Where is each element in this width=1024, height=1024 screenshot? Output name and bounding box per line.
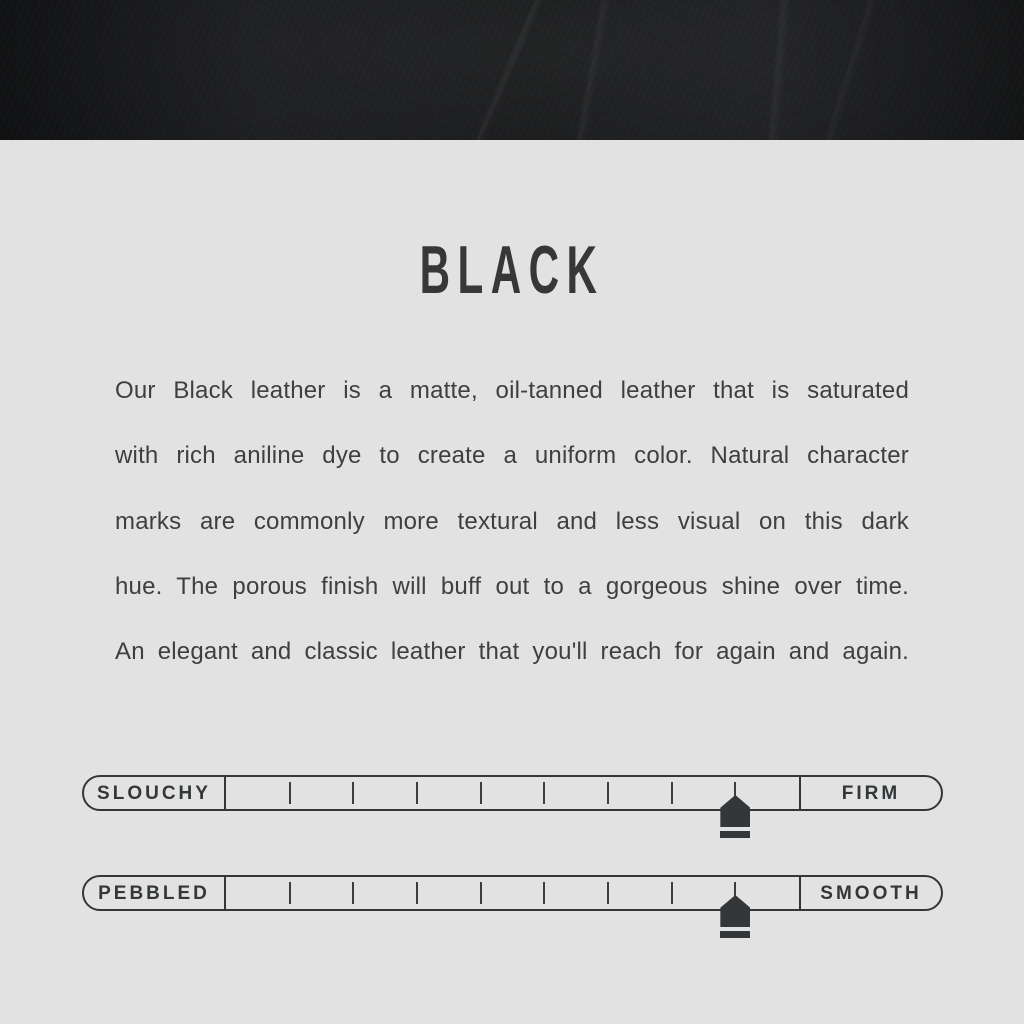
- tick-mark: [480, 782, 482, 804]
- slider-left-label: PEBBLED: [84, 877, 226, 909]
- marker-pointer-icon: [720, 795, 750, 827]
- slider-right-label: FIRM: [799, 777, 941, 809]
- description-line: An elegant and classic leather that you'll reach for again and again.: [115, 638, 909, 666]
- slider-marker: [720, 895, 750, 938]
- tick-mark: [480, 882, 482, 904]
- tick-mark: [416, 882, 418, 904]
- slider-pebbled-smooth: [82, 875, 943, 911]
- description-line: Our Black leather is a matte, oil-tanned leather that is saturated: [115, 377, 909, 404]
- tick-mark: [289, 782, 291, 804]
- slider-left-label: SLOUCHY: [84, 777, 226, 809]
- page-title-text: BLACK: [419, 232, 605, 308]
- tick-mark: [607, 882, 609, 904]
- leather-texture-image: [0, 0, 1024, 140]
- tick-mark: [352, 882, 354, 904]
- tick-mark: [416, 782, 418, 804]
- marker-underline: [720, 931, 750, 938]
- slider-slouchy-firm: [82, 775, 943, 811]
- slider-right-label: SMOOTH: [799, 877, 941, 909]
- slider-track: [226, 877, 799, 909]
- slider-track: [226, 777, 799, 809]
- tick-mark: [671, 782, 673, 804]
- tick-mark: [543, 782, 545, 804]
- description-line: marks are commonly more textural and less visual on this dark: [115, 507, 909, 535]
- leather-description: [115, 358, 909, 684]
- marker-pointer-icon: [720, 895, 750, 927]
- tick-mark: [352, 782, 354, 804]
- description-line: hue. The porous finish will buff out to a gorgeous shine over time.: [115, 572, 909, 600]
- marker-underline: [720, 831, 750, 838]
- tick-mark: [289, 882, 291, 904]
- page-title: [0, 234, 1024, 306]
- description-line: with rich aniline dye to create a uniform color. Natural character: [115, 442, 909, 470]
- tick-mark: [671, 882, 673, 904]
- slider-marker: [720, 795, 750, 838]
- tick-mark: [543, 882, 545, 904]
- tick-mark: [607, 782, 609, 804]
